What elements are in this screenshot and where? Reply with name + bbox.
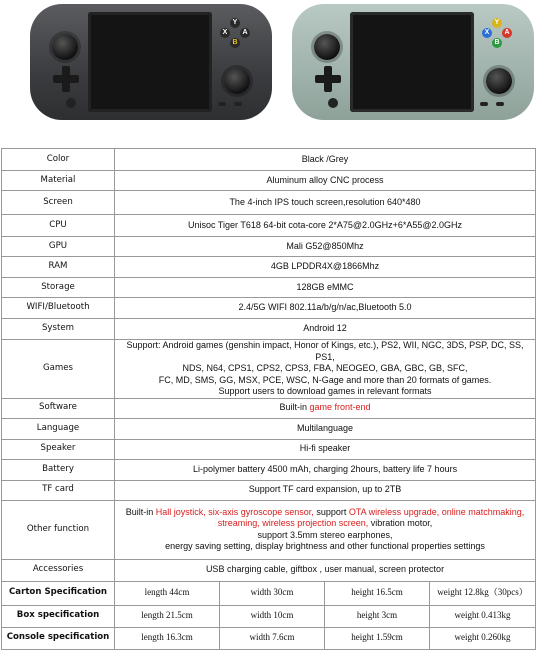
spec-row-language xyxy=(2,418,536,439)
spec-label: CPU xyxy=(2,215,115,237)
spec-weight: weight 0.413kg xyxy=(430,605,536,627)
spec-row-tfcard xyxy=(2,480,536,500)
text: OTA wireless upgrade, online matchmaking, xyxy=(348,506,525,517)
start-button xyxy=(496,102,504,106)
left-joystick xyxy=(314,34,340,60)
other-line xyxy=(118,507,532,519)
spec-label: WIFI/Bluetooth xyxy=(2,298,115,319)
other-line: energy saving setting, display brightness and other functional properties settings xyxy=(165,541,485,551)
spec-row-carton xyxy=(2,581,536,605)
other-line: support 3.5mm stereo earphones, xyxy=(257,529,393,540)
spec-weight: weight 12.8kg（30pcs） xyxy=(430,581,536,605)
games-line: FC, MD, SMS, GG, MSX, PCE, WSC, N-Gage and more than 20 formats of games. xyxy=(158,374,492,385)
spec-row-material xyxy=(2,171,536,191)
dpad xyxy=(315,66,341,92)
spec-value xyxy=(115,340,536,399)
spec-row-other xyxy=(2,500,536,559)
spec-value: Unisoc Tiger T618 64-bit cota-core 2*A75@2.0GHz+6*A55@2.0GHz xyxy=(115,215,536,237)
spec-row-accessories xyxy=(2,559,536,581)
spec-row-screen xyxy=(2,191,536,215)
spec-row-battery xyxy=(2,459,536,480)
face-button-x: X xyxy=(220,28,230,38)
games-line: Support users to download games in relevant formats xyxy=(218,386,432,396)
software-prefix: Built-in xyxy=(279,402,310,413)
face-button-x: X xyxy=(482,28,492,38)
spec-label: Speaker xyxy=(2,439,115,459)
spec-label: Storage xyxy=(2,278,115,298)
spec-value: Hi-fi speaker xyxy=(115,439,536,459)
spec-row-games xyxy=(2,340,536,399)
start-button xyxy=(234,102,242,106)
product-images xyxy=(0,0,537,145)
text: Built-in xyxy=(125,506,156,517)
device-black xyxy=(30,4,272,120)
other-line xyxy=(118,518,532,530)
spec-label: Box specification xyxy=(2,605,115,627)
spec-row-speaker xyxy=(2,439,536,459)
spec-label: Battery xyxy=(2,459,115,480)
dpad xyxy=(53,66,79,92)
spec-label: Language xyxy=(2,418,115,439)
spec-row-software xyxy=(2,398,536,418)
spec-length: length 44cm xyxy=(115,581,220,605)
spec-row-gpu xyxy=(2,237,536,257)
spec-height: height 16.5cm xyxy=(325,581,430,605)
spec-length: length 21.5cm xyxy=(115,605,220,627)
spec-row-wifi xyxy=(2,298,536,319)
games-line: NDS, N64, CPS1, CPS2, CPS3, FBA, NEOGEO, GBA, GBC, GB, SFC, xyxy=(182,363,468,373)
spec-value: Aluminum alloy CNC process xyxy=(115,171,536,191)
spec-label: GPU xyxy=(2,237,115,257)
face-button-a: A xyxy=(502,28,512,38)
spec-label: Material xyxy=(2,171,115,191)
spec-row-system xyxy=(2,319,536,340)
spec-value: USB charging cable, giftbox , user manual, screen protector xyxy=(115,559,536,581)
device-screen xyxy=(350,12,474,112)
right-joystick xyxy=(224,68,250,94)
device-grey xyxy=(292,4,534,120)
select-button xyxy=(218,102,226,106)
spec-value: Black /Grey xyxy=(115,149,536,171)
spec-row-console xyxy=(2,627,536,649)
spec-label: Accessories xyxy=(2,559,115,581)
spec-width: width 7.6cm xyxy=(220,627,325,649)
face-button-y: Y xyxy=(492,18,502,28)
face-button-b: B xyxy=(230,38,240,48)
spec-row-cpu xyxy=(2,215,536,237)
spec-row-ram xyxy=(2,257,536,278)
spec-width: width 30cm xyxy=(220,581,325,605)
software-highlight: game front-end xyxy=(309,402,371,413)
spec-row-color xyxy=(2,149,536,171)
spec-row-box xyxy=(2,605,536,627)
spec-value: 128GB eMMC xyxy=(115,278,536,298)
spec-value xyxy=(115,398,536,418)
games-line: Support: Android games (genshin impact, Honor of Kings, etc.), PS2, WII, NGC, 3DS, PSP, DC, SS, PS1, xyxy=(126,340,524,362)
text: Hall joystick, six-axis gyroscope sensor, xyxy=(155,506,314,517)
spec-value: Android 12 xyxy=(115,319,536,340)
spec-label: Screen xyxy=(2,191,115,215)
spec-height: height 3cm xyxy=(325,605,430,627)
spec-label: Games xyxy=(2,340,115,399)
home-button xyxy=(66,98,76,108)
face-button-y: Y xyxy=(230,18,240,28)
spec-width: width 10cm xyxy=(220,605,325,627)
spec-label: System xyxy=(2,319,115,340)
face-button-a: A xyxy=(240,28,250,38)
text: support xyxy=(313,506,349,517)
spec-value xyxy=(115,500,536,559)
spec-label: Color xyxy=(2,149,115,171)
spec-value: 4GB LPDDR4X@1866Mhz xyxy=(115,257,536,278)
spec-value: 2.4/5G WIFI 802.11a/b/g/n/ac,Bluetooth 5.0 xyxy=(115,298,536,319)
spec-row-storage xyxy=(2,278,536,298)
left-joystick xyxy=(52,34,78,60)
text: vibration motor, xyxy=(368,518,433,528)
home-button xyxy=(328,98,338,108)
spec-label: Software xyxy=(2,398,115,418)
spec-label: Carton Specification xyxy=(2,581,115,605)
spec-table xyxy=(1,148,536,650)
text: streaming, wireless projection screen, xyxy=(217,518,369,528)
spec-label: Other function xyxy=(2,500,115,559)
face-button-b: B xyxy=(492,38,502,48)
spec-value: Li-polymer battery 4500 mAh, charging 2hours, battery life 7 hours xyxy=(115,459,536,480)
spec-height: height 1.59cm xyxy=(325,627,430,649)
spec-value: The 4-inch IPS touch screen,resolution 640*480 xyxy=(115,191,536,215)
spec-value: Support TF card expansion, up to 2TB xyxy=(115,480,536,500)
spec-value: Multilanguage xyxy=(115,418,536,439)
spec-length: length 16.3cm xyxy=(115,627,220,649)
spec-label: TF card xyxy=(2,480,115,500)
spec-value: Mali G52@850Mhz xyxy=(115,237,536,257)
right-joystick xyxy=(486,68,512,94)
spec-label: Console specification xyxy=(2,627,115,649)
select-button xyxy=(480,102,488,106)
spec-weight: weight 0.260kg xyxy=(430,627,536,649)
device-screen xyxy=(88,12,212,112)
spec-label: RAM xyxy=(2,257,115,278)
